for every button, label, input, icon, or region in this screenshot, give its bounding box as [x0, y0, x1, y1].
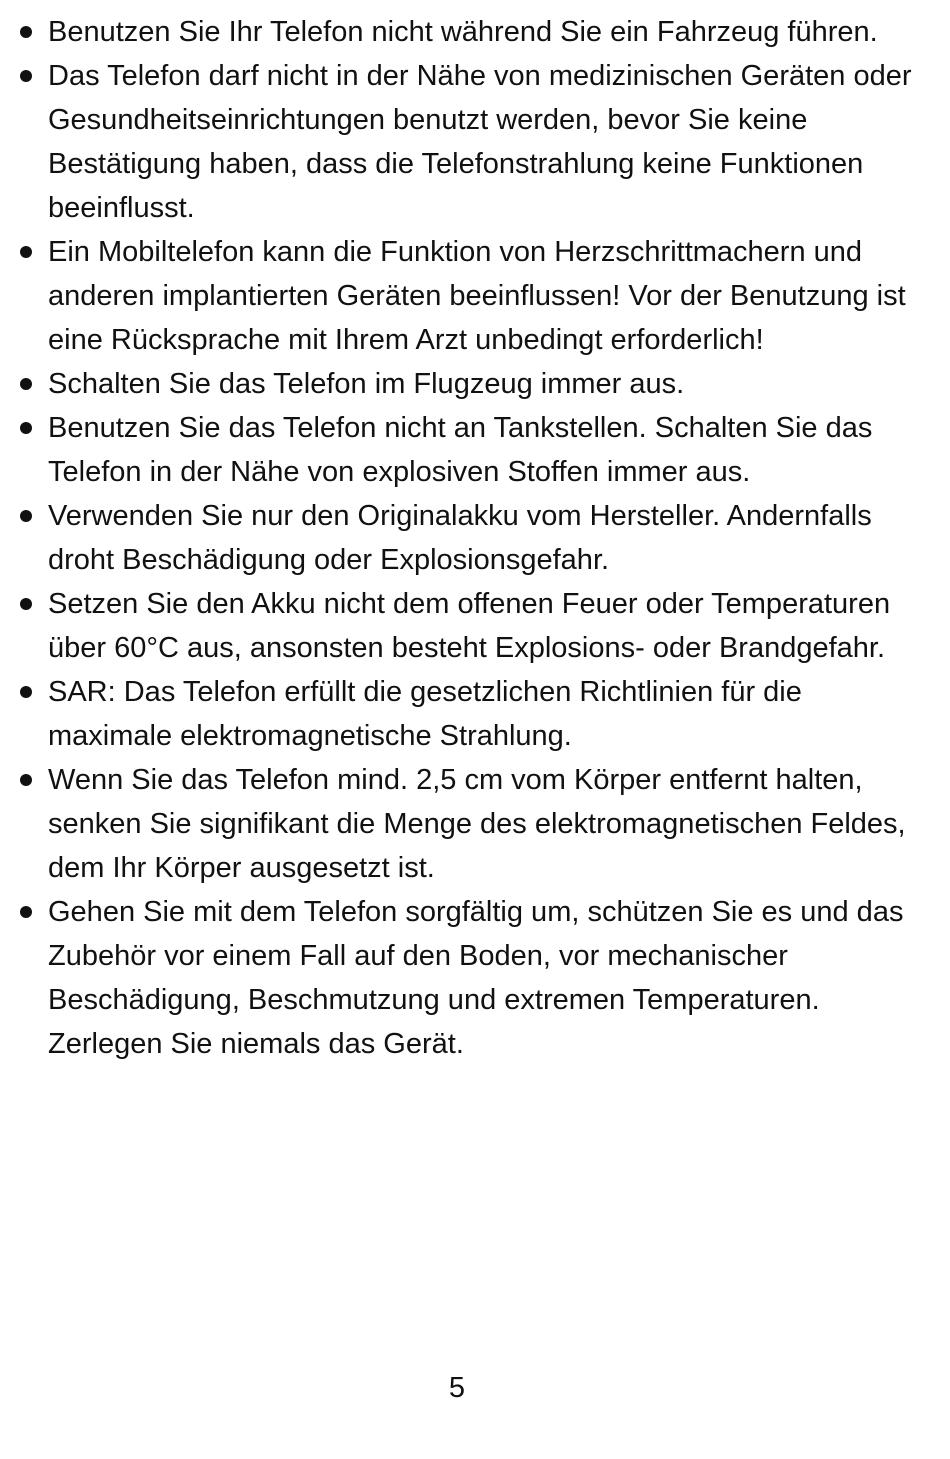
bullet-dot-icon — [20, 774, 32, 786]
bullet-text: Gehen Sie mit dem Telefon sorgfältig um, schützen Sie es und das Zubehör vor einem Fall auf den Boden, vor mechanischer Beschädigung, Beschmutzung und extremen Temperaturen. Zerlegen Sie niemals das Gerät. — [48, 896, 904, 1060]
bullet-dot-icon — [20, 906, 32, 918]
bullet-dot-icon — [20, 246, 32, 258]
bullet-item — [14, 406, 914, 494]
bullet-text: Verwenden Sie nur den Originalakku vom Hersteller. Andernfalls droht Beschädigung oder Explosionsgefahr. — [48, 500, 872, 576]
bullet-item — [14, 758, 914, 890]
bullet-item — [14, 362, 914, 406]
bullet-text: Wenn Sie das Telefon mind. 2,5 cm vom Körper entfernt halten, senken Sie signifikant die Menge des elektromagnetischen Feldes, dem Ihr Körper ausgesetzt ist. — [48, 764, 906, 884]
bullet-item — [14, 230, 914, 362]
bullet-item — [14, 54, 914, 230]
bullet-text: Schalten Sie das Telefon im Flugzeug immer aus. — [48, 368, 685, 400]
bullet-text: SAR: Das Telefon erfüllt die gesetzlichen Richtlinien für die maximale elektromagnetische Strahlung. — [48, 676, 802, 752]
bullet-dot-icon — [20, 598, 32, 610]
bullet-dot-icon — [20, 686, 32, 698]
bullet-dot-icon — [20, 26, 32, 38]
bullet-text: Ein Mobiltelefon kann die Funktion von Herzschrittmachern und anderen implantierten Geräten beeinflussen! Vor der Benutzung ist eine Rücksprache mit Ihrem Arzt unbedingt erforderlich! — [48, 236, 906, 356]
bullet-item — [14, 582, 914, 670]
bullet-dot-icon — [20, 378, 32, 390]
bullet-dot-icon — [20, 70, 32, 82]
bullet-item — [14, 890, 914, 1066]
bullet-dot-icon — [20, 510, 32, 522]
bullet-item — [14, 494, 914, 582]
bullet-dot-icon — [20, 422, 32, 434]
bullet-item — [14, 10, 914, 54]
bullet-text: Das Telefon darf nicht in der Nähe von medizinischen Geräten oder Gesundheitseinrichtungen benutzt werden, bevor Sie keine Bestätigung haben, dass die Telefonstrahlung keine Funktionen beeinflusst. — [48, 60, 912, 224]
bullet-text: Benutzen Sie Ihr Telefon nicht während Sie ein Fahrzeug führen. — [48, 16, 878, 48]
bullet-text: Benutzen Sie das Telefon nicht an Tankstellen. Schalten Sie das Telefon in der Nähe von explosiven Stoffen immer aus. — [48, 412, 873, 488]
bullet-item — [14, 670, 914, 758]
safety-bullet-list — [14, 10, 914, 1066]
bullet-text: Setzen Sie den Akku nicht dem offenen Feuer oder Temperaturen über 60°C aus, ansonsten besteht Explosions- oder Brandgefahr. — [48, 588, 891, 664]
page-number: 5 — [448, 1372, 466, 1404]
